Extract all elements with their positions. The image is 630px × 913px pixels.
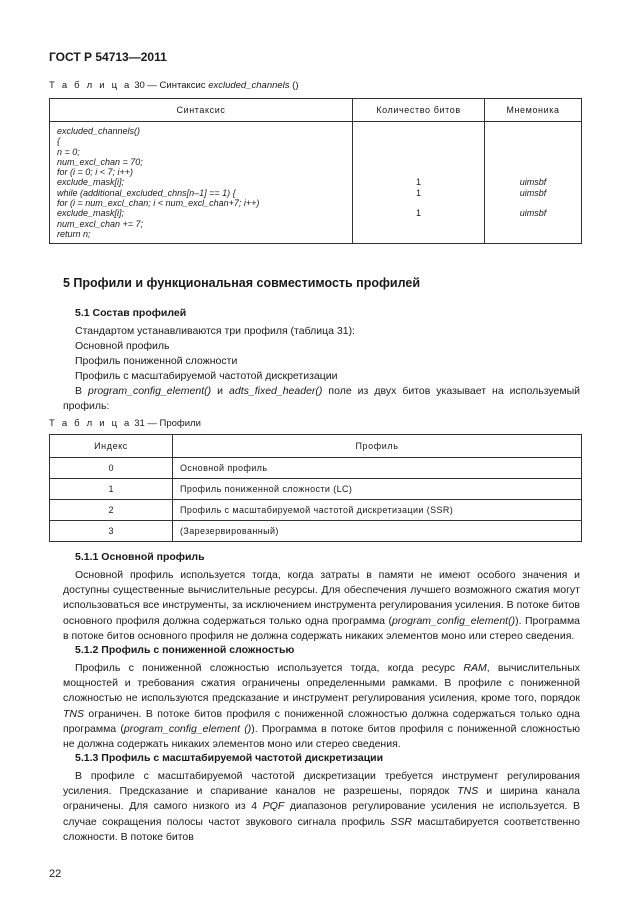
profile-index: 2	[50, 500, 173, 521]
text-run: Основной профиль используется тогда, когда затраты в памяти не имеют особого значения и доступны существенные вычислительные ресурсы. Для обеспечения лучшего возможного сжатия могут использоваться все инструменты, за исключением инструмента регулирования усиления. В потоке битов основного профиля должна содержаться только одна программа (	[63, 569, 580, 627]
code-ref: program_config_element()	[391, 614, 516, 627]
mnemonic-value	[485, 198, 581, 208]
code-ref: program_config_element ()	[123, 722, 252, 735]
code-line: {	[57, 136, 61, 147]
profile-list-item: Основной профиль	[75, 340, 170, 352]
bits-value: 1	[415, 208, 421, 219]
bits-value	[353, 167, 484, 177]
profile-list-item: Профиль пониженной сложности	[75, 355, 238, 367]
profiles-table-31	[49, 434, 582, 542]
section-5-1-3-heading: 5.1.3 Профиль с масштабируемой частотой дискретизации	[75, 752, 384, 764]
caption-label: Т а б л и ц а	[49, 418, 132, 429]
text-run: и ширина канала ограничены. Для самого низкого из 4	[63, 785, 580, 813]
section-5-1-heading: 5.1 Состав профилей	[75, 307, 187, 319]
bits-value	[353, 219, 484, 229]
mnemonic-cell	[485, 122, 582, 244]
term-ref: PQF	[262, 800, 285, 813]
caption-text: 31 — Профили	[134, 418, 201, 429]
table-30-caption	[49, 80, 299, 91]
bits-value: 1	[415, 187, 421, 198]
table-row	[50, 458, 582, 479]
profile-name: Профиль с масштабируемой частотой дискретизации (SSR)	[173, 500, 582, 521]
col-header-index: Индекс	[50, 435, 173, 458]
mnemonic-value: uimsbf	[519, 187, 547, 198]
text-run: , вычислительных мощностей и требования сжатия ограничены определенными рамками. В профиле с пониженной сложностью не используются предсказание и инструмент регулирования усиления, кроме того, порядок	[63, 662, 580, 705]
table-row	[50, 521, 582, 542]
bits-value	[353, 147, 484, 157]
text-run: Профиль с пониженной сложностью используется тогда, когда ресурс	[75, 662, 464, 674]
syntax-table-30	[49, 98, 582, 244]
table-row	[50, 479, 582, 500]
profile-name: (Зарезервированный)	[173, 521, 582, 542]
bits-value	[353, 229, 484, 239]
caption-func: excluded_channels	[208, 80, 290, 91]
code-line: n = 0;	[57, 146, 80, 157]
mnemonic-value	[485, 219, 581, 229]
section-5-1-3-paragraph	[63, 769, 580, 845]
profile-index: 3	[50, 521, 173, 542]
term-ref: SSR	[390, 815, 412, 828]
mnemonic-value	[485, 136, 581, 146]
caption-text: 30 — Синтаксис	[134, 80, 206, 91]
syntax-code-cell	[50, 122, 353, 244]
code-line: for (i = 0; i < 7; i++)	[57, 167, 134, 178]
standard-header: ГОСТ Р 54713—2011	[49, 50, 167, 64]
table-31-caption	[49, 418, 201, 429]
text-run: В профиле с масштабируемой частотой дискретизации требуется инструмент регулирования усиления. Предсказание и спаривание каналов не разрешены, порядок	[63, 770, 580, 798]
section-5-heading: 5 Профили и функциональная совместимость профилей	[63, 276, 421, 290]
col-header-profile: Профиль	[173, 435, 582, 458]
code-ref: program_config_element()	[88, 385, 212, 397]
code-line: return n;	[57, 228, 91, 239]
text-run: и	[211, 385, 230, 397]
text-run: масштабируется соответственно сложности. В потоке битов	[63, 815, 580, 843]
term-ref: RAM	[463, 662, 487, 674]
table-row	[50, 500, 582, 521]
mnemonic-value	[485, 167, 581, 177]
bits-value	[353, 126, 484, 136]
profile-index: 0	[50, 458, 173, 479]
code-line: num_excl_chan += 7;	[57, 218, 144, 229]
term-ref: TNS	[63, 707, 84, 720]
bits-value	[353, 198, 484, 208]
bits-value	[353, 157, 484, 167]
profile-index: 1	[50, 479, 173, 500]
col-header-mnemonic: Мнемоника	[485, 99, 582, 122]
section-5-1-2-paragraph	[63, 661, 580, 752]
text-run: ). Программа в потоке битов основного профиля не должна содержать никаких элементов моно или стерео сведения.	[63, 614, 580, 642]
mnemonic-value: uimsbf	[519, 177, 547, 188]
text-run: поле из двух битов указывает на используемый профиль:	[63, 385, 580, 413]
mnemonic-value	[485, 147, 581, 157]
code-line: num_excl_chan = 70;	[57, 156, 143, 167]
code-line: while (additional_excluded_chns[n–1] == 1) {	[57, 187, 236, 198]
section-5-1-1-paragraph	[63, 568, 580, 644]
mnemonic-value	[485, 126, 581, 136]
code-line: excluded_channels()	[57, 126, 141, 136]
mnemonic-value: uimsbf	[519, 208, 547, 219]
code-line: exclude_mask[i];	[57, 177, 125, 188]
profile-name: Профиль пониженной сложности (LC)	[173, 479, 582, 500]
text-run: ограничен. В потоке битов профиля с пониженной сложностью должна содержаться только одна программа (	[63, 707, 580, 735]
page-number: 22	[49, 868, 62, 880]
bits-value	[353, 136, 484, 146]
section-5-1-intro: Стандартом устанавливаются три профиля (таблица 31):	[75, 325, 355, 337]
profile-list-item: Профиль с масштабируемой частотой дискретизации	[75, 370, 338, 382]
text-run: диапазонов регулирование усиления не используется. В случае сокращения полосы частот звукового сигнала профиль	[63, 800, 580, 828]
profile-name: Основной профиль	[173, 458, 582, 479]
text-run: В	[75, 385, 88, 397]
mnemonic-value	[485, 229, 581, 239]
section-5-1-1-heading: 5.1.1 Основной профиль	[75, 551, 205, 563]
section-5-1-2-heading: 5.1.2 Профиль с пониженной сложностью	[75, 644, 295, 656]
section-5-1-paragraph	[63, 384, 580, 414]
caption-parens: ()	[289, 80, 299, 91]
col-header-bits: Количество битов	[353, 99, 485, 122]
caption-label: Т а б л и ц а	[49, 80, 132, 91]
code-ref: adts_fixed_header()	[229, 385, 323, 397]
col-header-syntax: Синтаксис	[50, 99, 353, 122]
code-line: for (i = num_excl_chan; i < num_excl_chan+7; i++)	[57, 198, 260, 209]
bits-value: 1	[415, 177, 421, 188]
code-line: exclude_mask[i];	[57, 208, 125, 219]
text-run: ). Программа в потоке битов профиля с пониженной сложностью не должна содержать никаких элементов моно или стерео сведения.	[63, 722, 580, 751]
term-ref: TNS	[457, 785, 479, 798]
bits-cell	[353, 122, 485, 244]
mnemonic-value	[485, 157, 581, 167]
